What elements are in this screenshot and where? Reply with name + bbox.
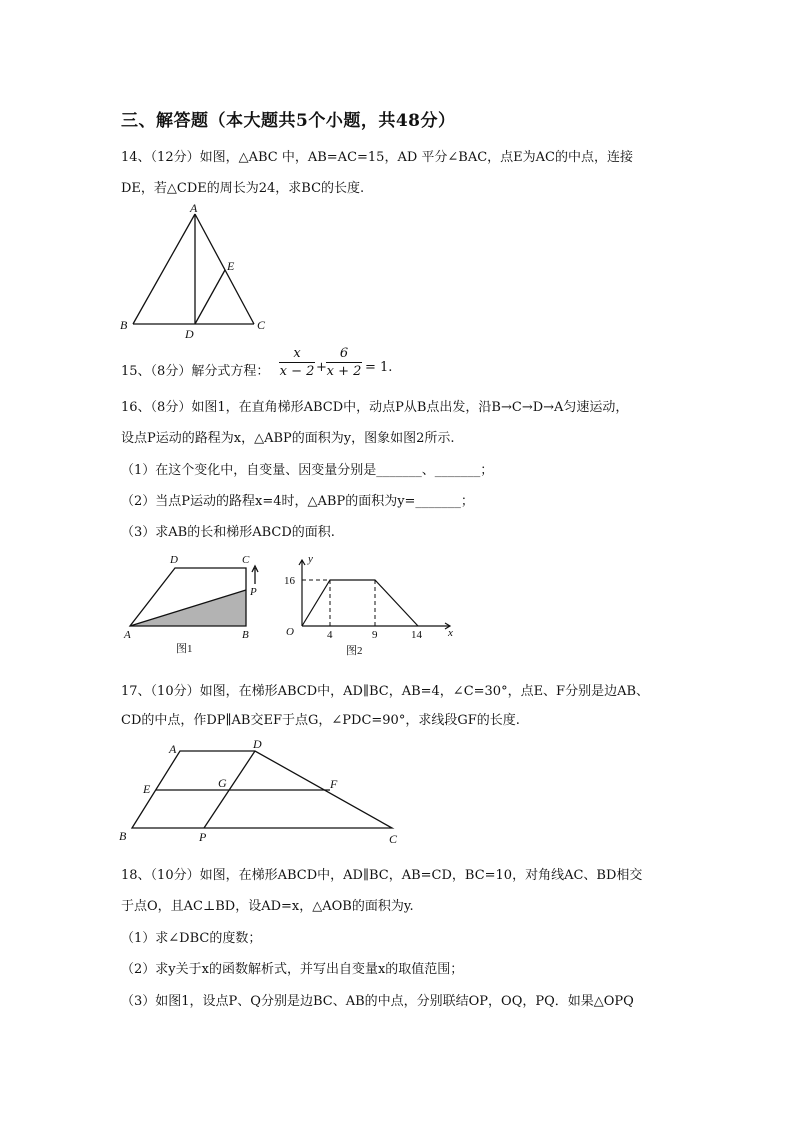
q17-label-a: A xyxy=(169,742,177,756)
q15-rhs: = 1. xyxy=(365,360,393,375)
q14-label-b: B xyxy=(120,318,128,332)
q16-text-line1: 16、（8分）如图1，在直角梯形ABCD中，动点P从B点出发，沿B→C→D→A匀速运动， xyxy=(121,400,629,415)
q18-text-line2: 于点O，且AC⊥BD，设AD=x，△AOB的面积为y. xyxy=(121,899,414,914)
q16-x-axis-label: x xyxy=(448,627,453,639)
q14-label-a: A xyxy=(190,201,198,215)
q14-label-e: E xyxy=(227,259,235,273)
q17-label-f: F xyxy=(330,777,338,791)
q18-text-line1: 18、（10分）如图，在梯形ABCD中，AD∥BC，AB=CD，BC=10，对角线AC、BD相交 xyxy=(121,868,643,883)
q16-part1: （1）在这个变化中，自变量、因变量分别是_______、_______； xyxy=(121,463,494,478)
q16-fig1-caption: 图1 xyxy=(176,643,193,655)
q16-y-tick-16: 16 xyxy=(284,575,295,587)
q15-fraction-1 xyxy=(279,346,315,379)
q18-part2: （2）求y关于x的函数解析式，并写出自变量x的取值范围； xyxy=(121,962,464,977)
q17-label-b: B xyxy=(119,829,127,843)
q14-side-ab xyxy=(133,214,195,324)
q18-part3: （3）如图1，设点P、Q分别是边BC、AB的中点，分别联结OP，OQ，PQ．如果△OPQ xyxy=(121,994,634,1009)
q17-label-g: G xyxy=(218,776,227,790)
q17-label-d: D xyxy=(253,737,262,751)
q16-x-tick-14: 14 xyxy=(411,629,422,641)
q14-text-line1: 14、（12分）如图，△ABC 中，AB=AC=15，AD 平分∠BAC，点E为AC的中点，连接 xyxy=(121,150,633,165)
q14-label-c: C xyxy=(257,318,266,332)
q16-text-line2: 设点P运动的路程为x，△ABP的面积为y，图象如图2所示. xyxy=(121,431,455,446)
q16-fig2-caption: 图2 xyxy=(346,645,363,657)
q14-triangle-figure xyxy=(115,200,275,342)
q17-trapezoid-figure xyxy=(112,733,404,848)
q17-label-c: C xyxy=(389,832,398,846)
q16-part2: （2）当点P运动的路程x=4时，△ABP的面积为y=_______； xyxy=(121,494,474,509)
section-title: 三、解答题（本大题共5个小题，共48分） xyxy=(121,111,456,131)
q15-fraction-2 xyxy=(326,346,362,379)
q16-fig1-label-b: B xyxy=(242,629,249,641)
q14-segment-de xyxy=(195,270,225,324)
q16-fig1-label-a: A xyxy=(124,629,131,641)
q17-label-e: E xyxy=(143,782,151,796)
q14-label-d: D xyxy=(185,327,194,341)
q16-origin-label: O xyxy=(286,626,294,638)
q15-frac2-denominator: x + 2 xyxy=(326,364,362,379)
q16-fig1-label-c: C xyxy=(242,554,250,566)
q14-text-line2: DE，若△CDE的周长为24，求BC的长度. xyxy=(121,181,365,196)
q16-figure-1-trapezoid xyxy=(118,548,278,658)
q16-part3: （3）求AB的长和梯形ABCD的面积. xyxy=(121,525,335,540)
q15-frac1-numerator: x xyxy=(293,346,301,361)
q16-fig1-label-d: D xyxy=(170,554,178,566)
q17-text-line1: 17、（10分）如图，在梯形ABCD中，AD∥BC，AB=4，∠C=30°，点E、F分别是边AB、 xyxy=(121,684,650,699)
q15-plus-sign: + xyxy=(316,360,327,375)
q18-part1: （1）求∠DBC的度数； xyxy=(121,931,262,946)
q16-figure-2-graph xyxy=(278,548,460,660)
q16-y-axis-label: y xyxy=(308,553,313,565)
q16-fig1-label-p: P xyxy=(250,586,257,598)
q16-x-tick-4: 4 xyxy=(327,629,333,641)
q17-text-line2: CD的中点，作DP∥AB交EF于点G，∠PDC=90°，求线段GF的长度. xyxy=(121,713,520,728)
q17-label-p: P xyxy=(199,830,207,844)
q15-prefix: 15、（8分）解分式方程： xyxy=(121,364,270,379)
q15-frac2-numerator: 6 xyxy=(339,346,349,361)
q15-frac1-denominator: x − 2 xyxy=(279,364,315,379)
q16-x-tick-9: 9 xyxy=(372,629,378,641)
q16-graph-line xyxy=(302,580,418,626)
